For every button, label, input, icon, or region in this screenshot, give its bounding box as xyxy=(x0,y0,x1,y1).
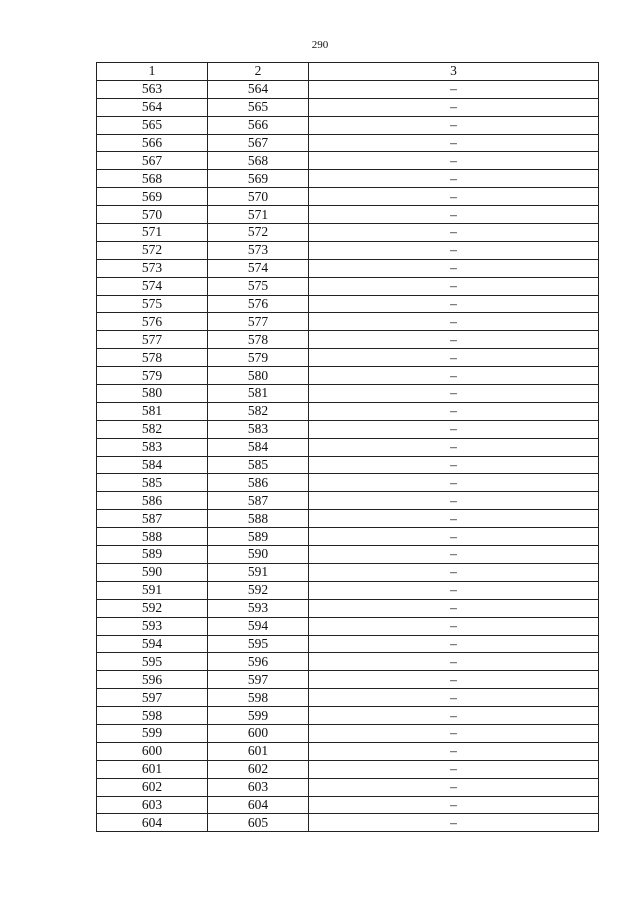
table-row xyxy=(97,528,599,546)
table-cell-col-2: 596 xyxy=(208,653,309,671)
table-cell-col-2: 587 xyxy=(208,492,309,510)
table-cell-col-1: 567 xyxy=(97,152,208,170)
table-cell-col-1: 590 xyxy=(97,563,208,581)
table-cell-col-1: 572 xyxy=(97,241,208,259)
table-cell-col-1: 591 xyxy=(97,581,208,599)
table-row xyxy=(97,760,599,778)
table-cell-col-3: – xyxy=(309,134,599,152)
table-row xyxy=(97,724,599,742)
table-row xyxy=(97,420,599,438)
table-cell-col-1: 569 xyxy=(97,188,208,206)
table-row xyxy=(97,438,599,456)
table-cell-col-2: 572 xyxy=(208,224,309,242)
table-cell-col-2: 585 xyxy=(208,456,309,474)
table-row xyxy=(97,635,599,653)
table-cell-col-3: – xyxy=(309,438,599,456)
table-row xyxy=(97,80,599,98)
table-row xyxy=(97,98,599,116)
table-cell-col-1: 577 xyxy=(97,331,208,349)
table-cell-col-3: – xyxy=(309,492,599,510)
table-row xyxy=(97,206,599,224)
table-cell-col-2: 570 xyxy=(208,188,309,206)
table-cell-col-2: 580 xyxy=(208,367,309,385)
table-cell-col-1: 603 xyxy=(97,796,208,814)
table-row xyxy=(97,814,599,832)
table-cell-col-1: 566 xyxy=(97,134,208,152)
table-cell-col-1: 599 xyxy=(97,724,208,742)
table-row xyxy=(97,188,599,206)
table-cell-col-1: 604 xyxy=(97,814,208,832)
table-cell-col-2: 586 xyxy=(208,474,309,492)
table-cell-col-3: – xyxy=(309,259,599,277)
table-row xyxy=(97,689,599,707)
table-cell-col-3: – xyxy=(309,707,599,725)
table-cell-col-1: 576 xyxy=(97,313,208,331)
table-cell-col-2: 574 xyxy=(208,259,309,277)
table-cell-col-3: – xyxy=(309,402,599,420)
table-cell-col-2: 581 xyxy=(208,385,309,403)
table-cell-col-3: – xyxy=(309,653,599,671)
table-cell-col-3: – xyxy=(309,474,599,492)
table-cell-col-3: – xyxy=(309,814,599,832)
table-cell-col-2: 604 xyxy=(208,796,309,814)
table-cell-col-1: 575 xyxy=(97,295,208,313)
table-cell-col-2: 577 xyxy=(208,313,309,331)
table-cell-col-2: 582 xyxy=(208,402,309,420)
table-cell-col-1: 588 xyxy=(97,528,208,546)
table-row xyxy=(97,134,599,152)
page-number: 290 xyxy=(311,39,329,51)
table-row xyxy=(97,116,599,134)
table-cell-col-3: – xyxy=(309,742,599,760)
table-cell-col-2: 602 xyxy=(208,760,309,778)
table-cell-col-2: 568 xyxy=(208,152,309,170)
table-cell-col-2: 579 xyxy=(208,349,309,367)
table-cell-col-3: – xyxy=(309,456,599,474)
table-cell-col-3: – xyxy=(309,617,599,635)
table-cell-col-1: 568 xyxy=(97,170,208,188)
table-row xyxy=(97,402,599,420)
table-cell-col-1: 593 xyxy=(97,617,208,635)
table-cell-col-3: – xyxy=(309,689,599,707)
table-cell-col-3: – xyxy=(309,563,599,581)
table-cell-col-1: 592 xyxy=(97,599,208,617)
table-cell-col-3: – xyxy=(309,116,599,134)
table-row xyxy=(97,152,599,170)
table-cell-col-3: – xyxy=(309,796,599,814)
table-header-row xyxy=(97,63,599,81)
table-cell-col-1: 574 xyxy=(97,277,208,295)
table-cell-col-2: 605 xyxy=(208,814,309,832)
table-row xyxy=(97,707,599,725)
table-row xyxy=(97,259,599,277)
table-cell-col-2: 590 xyxy=(208,546,309,564)
table-row xyxy=(97,385,599,403)
table-cell-col-1: 563 xyxy=(97,80,208,98)
table-cell-col-3: – xyxy=(309,331,599,349)
table-cell-col-1: 582 xyxy=(97,420,208,438)
table-row xyxy=(97,778,599,796)
table-row xyxy=(97,492,599,510)
table-cell-col-1: 570 xyxy=(97,206,208,224)
table-cell-col-3: – xyxy=(309,778,599,796)
table-row xyxy=(97,313,599,331)
table-cell-col-3: – xyxy=(309,367,599,385)
table-cell-col-1: 571 xyxy=(97,224,208,242)
table-row xyxy=(97,742,599,760)
table-row xyxy=(97,367,599,385)
table-cell-col-2: 583 xyxy=(208,420,309,438)
table-cell-col-2: 565 xyxy=(208,98,309,116)
table-cell-col-2: 598 xyxy=(208,689,309,707)
table-row xyxy=(97,653,599,671)
table-cell-col-1: 578 xyxy=(97,349,208,367)
table-header xyxy=(97,63,599,81)
table-cell-col-3: – xyxy=(309,671,599,689)
table-cell-col-3: – xyxy=(309,599,599,617)
table-cell-col-2: 594 xyxy=(208,617,309,635)
table-cell-col-1: 589 xyxy=(97,546,208,564)
table-row xyxy=(97,456,599,474)
table-cell-col-2: 597 xyxy=(208,671,309,689)
table-cell-col-3: – xyxy=(309,277,599,295)
column-header-3: 3 xyxy=(309,63,599,81)
table-row xyxy=(97,581,599,599)
table-cell-col-1: 594 xyxy=(97,635,208,653)
table-cell-col-2: 591 xyxy=(208,563,309,581)
column-header-1: 1 xyxy=(97,63,208,81)
table-cell-col-2: 575 xyxy=(208,277,309,295)
table-cell-col-1: 602 xyxy=(97,778,208,796)
table-cell-col-2: 564 xyxy=(208,80,309,98)
table-row xyxy=(97,671,599,689)
table-cell-col-1: 596 xyxy=(97,671,208,689)
table-cell-col-3: – xyxy=(309,420,599,438)
table-cell-col-3: – xyxy=(309,635,599,653)
table-row xyxy=(97,224,599,242)
table-cell-col-2: 593 xyxy=(208,599,309,617)
table-cell-col-1: 564 xyxy=(97,98,208,116)
table-cell-col-2: 584 xyxy=(208,438,309,456)
table-row xyxy=(97,349,599,367)
table-cell-col-3: – xyxy=(309,224,599,242)
table-cell-col-3: – xyxy=(309,241,599,259)
table-row xyxy=(97,474,599,492)
table-cell-col-2: 567 xyxy=(208,134,309,152)
table-cell-col-1: 584 xyxy=(97,456,208,474)
table-cell-col-3: – xyxy=(309,724,599,742)
table-cell-col-1: 597 xyxy=(97,689,208,707)
table-row xyxy=(97,617,599,635)
table-cell-col-2: 576 xyxy=(208,295,309,313)
table-cell-col-2: 588 xyxy=(208,510,309,528)
table-cell-col-3: – xyxy=(309,80,599,98)
table-cell-col-3: – xyxy=(309,152,599,170)
table-cell-col-3: – xyxy=(309,760,599,778)
table-cell-col-3: – xyxy=(309,98,599,116)
table-cell-col-2: 578 xyxy=(208,331,309,349)
table-cell-col-2: 599 xyxy=(208,707,309,725)
table-row xyxy=(97,796,599,814)
data-table xyxy=(96,62,599,832)
table-row xyxy=(97,546,599,564)
table-row xyxy=(97,599,599,617)
table-cell-col-3: – xyxy=(309,170,599,188)
table-cell-col-1: 586 xyxy=(97,492,208,510)
table-cell-col-1: 573 xyxy=(97,259,208,277)
table-cell-col-1: 598 xyxy=(97,707,208,725)
table-body xyxy=(97,80,599,831)
table-row xyxy=(97,277,599,295)
table-cell-col-2: 573 xyxy=(208,241,309,259)
table-cell-col-1: 585 xyxy=(97,474,208,492)
table-cell-col-3: – xyxy=(309,510,599,528)
table-cell-col-1: 601 xyxy=(97,760,208,778)
table-row xyxy=(97,331,599,349)
table-cell-col-1: 579 xyxy=(97,367,208,385)
table-cell-col-3: – xyxy=(309,295,599,313)
table-cell-col-2: 603 xyxy=(208,778,309,796)
table-cell-col-2: 589 xyxy=(208,528,309,546)
table-cell-col-2: 566 xyxy=(208,116,309,134)
column-header-2: 2 xyxy=(208,63,309,81)
table-row xyxy=(97,510,599,528)
table-cell-col-3: – xyxy=(309,188,599,206)
table-cell-col-1: 565 xyxy=(97,116,208,134)
table-cell-col-3: – xyxy=(309,581,599,599)
table-row xyxy=(97,295,599,313)
table-cell-col-3: – xyxy=(309,349,599,367)
table-cell-col-3: – xyxy=(309,313,599,331)
table-cell-col-3: – xyxy=(309,206,599,224)
table-cell-col-1: 600 xyxy=(97,742,208,760)
table-cell-col-2: 595 xyxy=(208,635,309,653)
table-cell-col-1: 580 xyxy=(97,385,208,403)
table-cell-col-3: – xyxy=(309,546,599,564)
table-cell-col-1: 595 xyxy=(97,653,208,671)
table-row xyxy=(97,563,599,581)
table-cell-col-3: – xyxy=(309,528,599,546)
table-cell-col-2: 569 xyxy=(208,170,309,188)
table-cell-col-2: 601 xyxy=(208,742,309,760)
table-cell-col-1: 583 xyxy=(97,438,208,456)
table-row xyxy=(97,170,599,188)
table-cell-col-2: 592 xyxy=(208,581,309,599)
table-cell-col-1: 581 xyxy=(97,402,208,420)
table-row xyxy=(97,241,599,259)
table-cell-col-2: 571 xyxy=(208,206,309,224)
table-cell-col-3: – xyxy=(309,385,599,403)
table-cell-col-2: 600 xyxy=(208,724,309,742)
table-cell-col-1: 587 xyxy=(97,510,208,528)
